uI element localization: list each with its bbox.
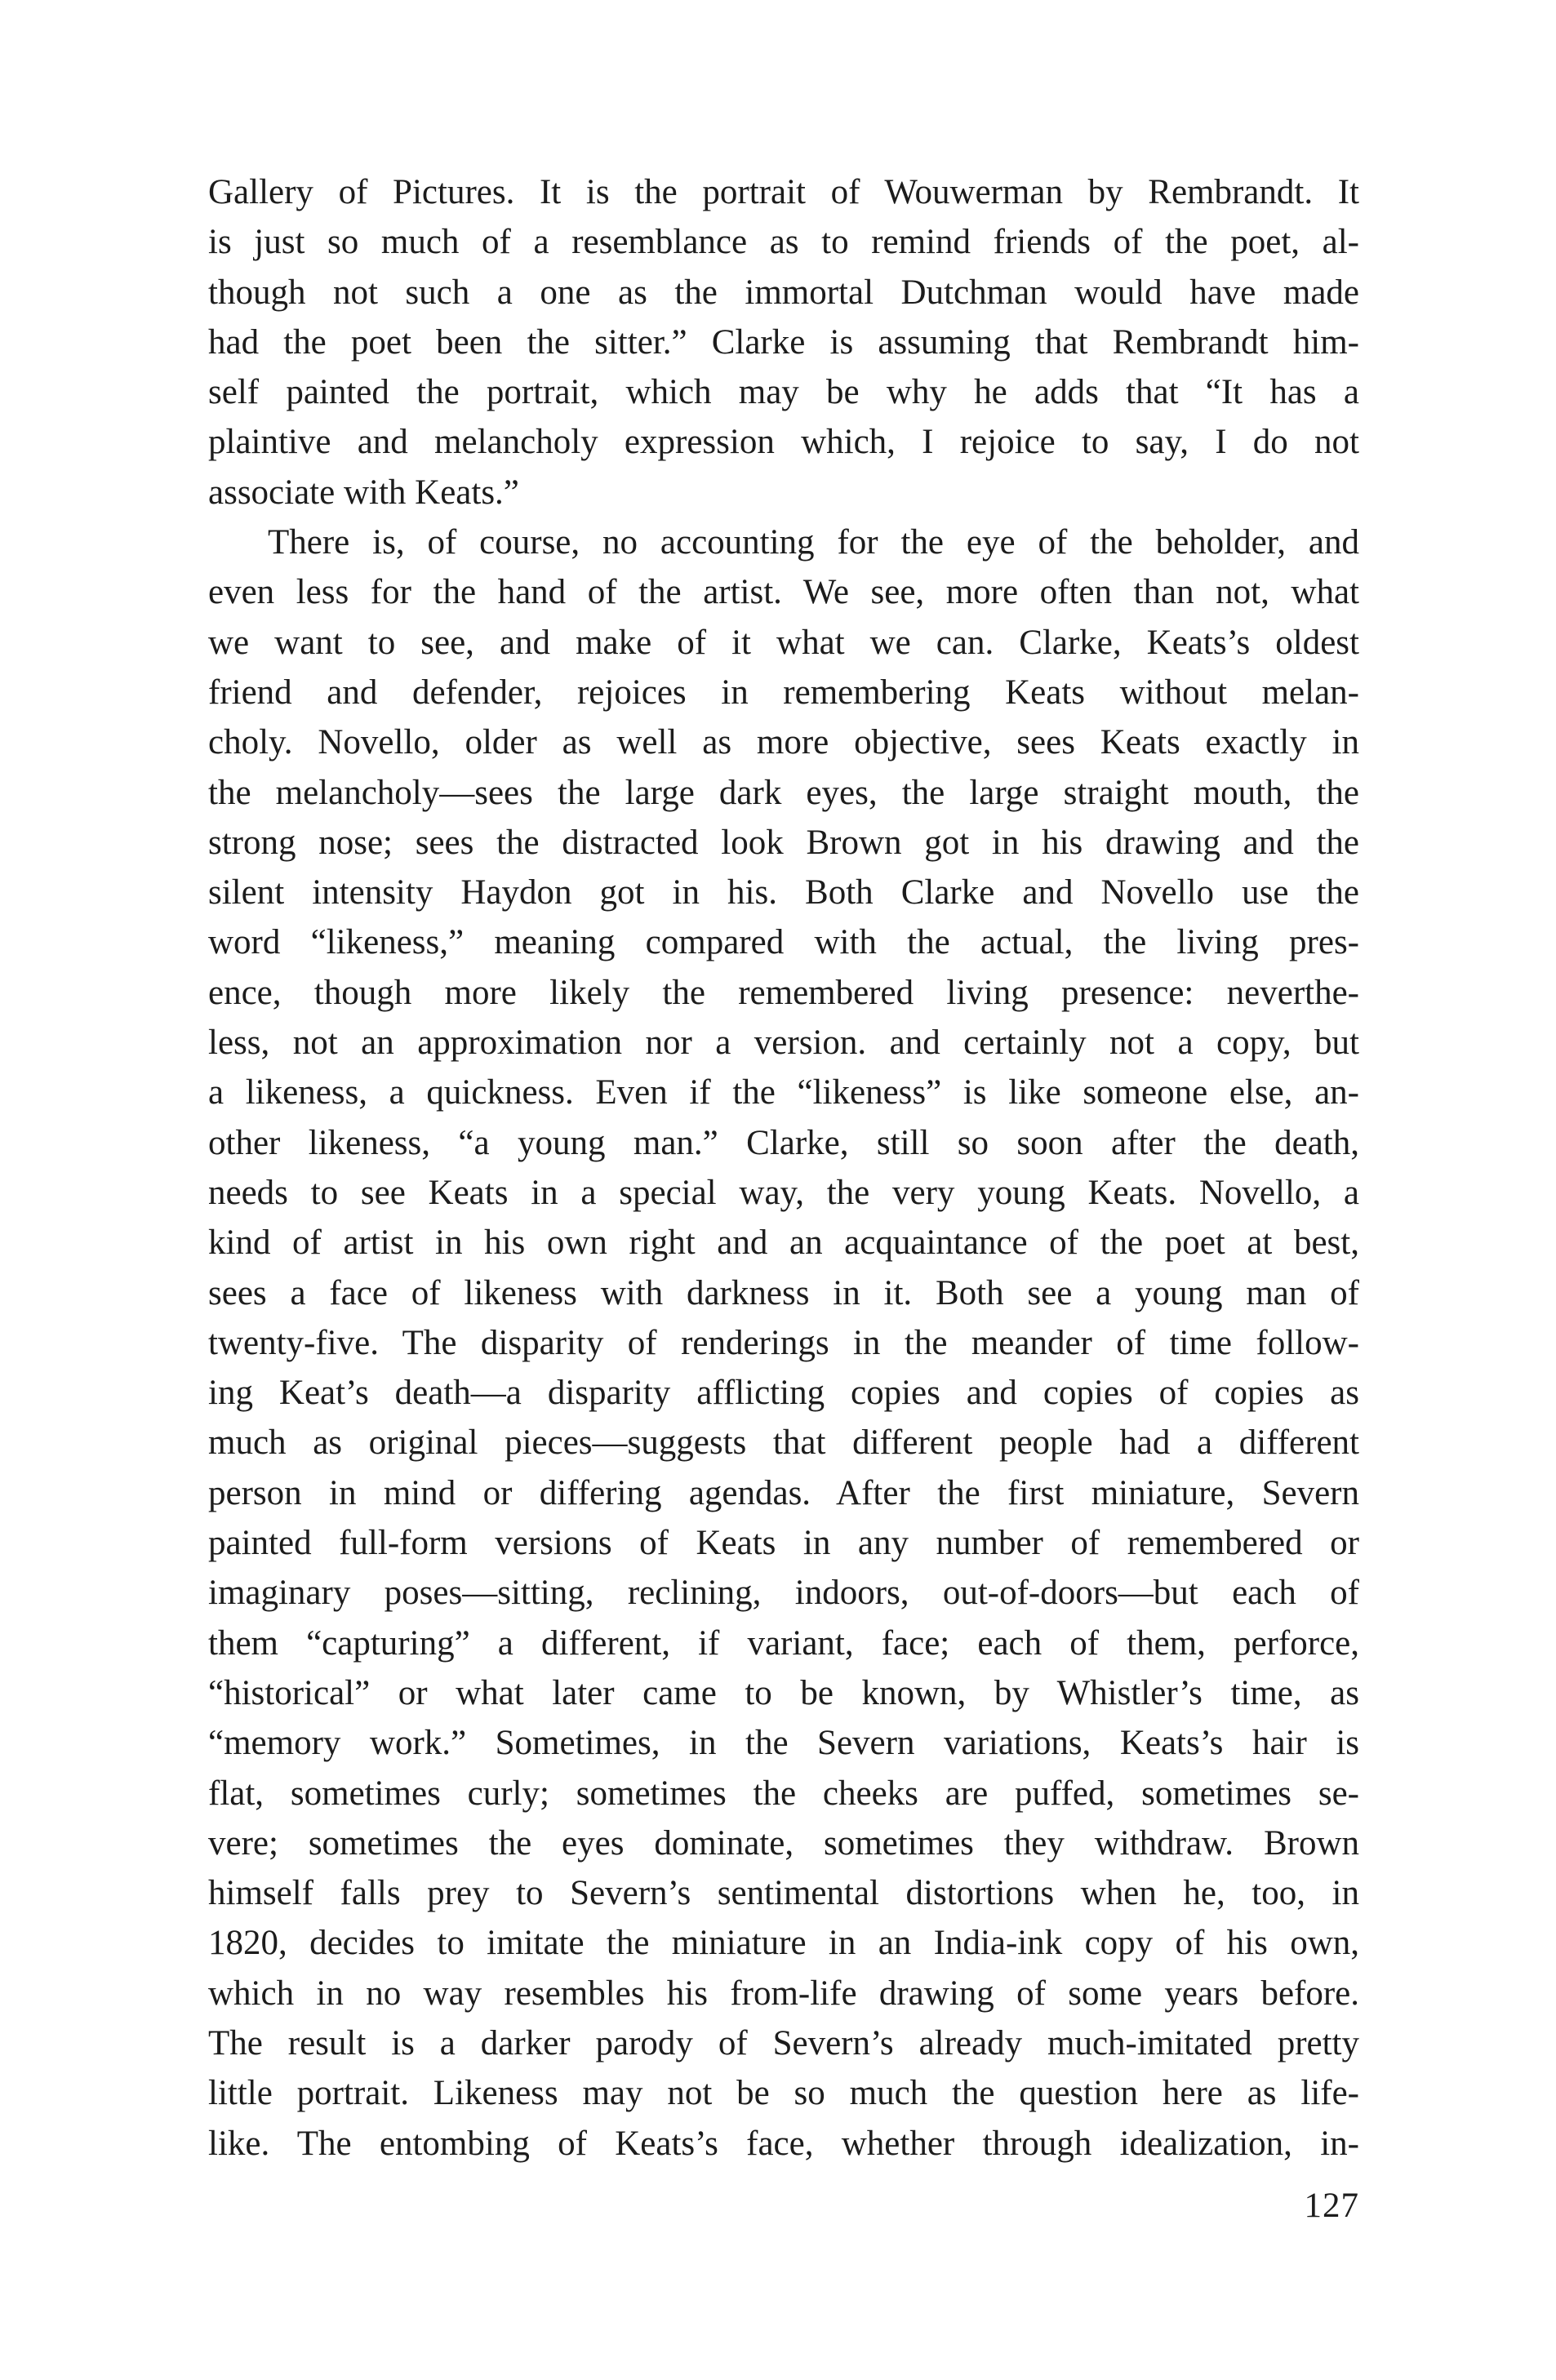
text-line: imaginary poses—sitting, reclining, indoors, out-of-doors—but each of: [208, 1574, 1359, 1613]
text-line: like. The entombing of Keats’s face, whether through idealization, in-: [208, 2124, 1359, 2163]
text-line: The result is a darker parody of Severn’s already much-imitated pretty: [208, 2023, 1359, 2063]
page-number: 127: [1304, 2187, 1359, 2225]
text-line: Gallery of Pictures. It is the portrait of Wouwerman by Rembrandt. It: [208, 173, 1359, 211]
body-text: [208, 167, 1359, 2169]
text-line: kind of artist in his own right and an acquaintance of the poet at best,: [208, 1223, 1359, 1263]
text-line: 1820, decides to imitate the miniature in an India-ink copy of his own,: [208, 1924, 1359, 1963]
text-line: person in mind or differing agendas. After the first miniature, Severn: [208, 1473, 1359, 1512]
text-line: other likeness, “a young man.” Clarke, still so soon after the death,: [208, 1123, 1359, 1162]
text-line: them “capturing” a different, if variant, face; each of them, perforce,: [208, 1623, 1359, 1663]
text-line: ence, though more likely the remembered living presence: neverthe-: [208, 973, 1359, 1012]
text-line: himself falls prey to Severn’s sentimental distortions when he, too, in: [208, 1874, 1359, 1913]
text-line: less, not an approximation nor a version. and certainly not a copy, but: [208, 1023, 1359, 1063]
text-line: sees a face of likeness with darkness in it. Both see a young man of: [208, 1273, 1359, 1312]
text-line: vere; sometimes the eyes dominate, sometimes they withdraw. Brown: [208, 1823, 1359, 1863]
text-line: silent intensity Haydon got in his. Both Clarke and Novello use the: [208, 873, 1359, 912]
text-line: much as original pieces—suggests that different people had a different: [208, 1423, 1359, 1463]
text-line: “memory work.” Sometimes, in the Severn variations, Keats’s hair is: [208, 1724, 1359, 1763]
text-line: needs to see Keats in a special way, the very young Keats. Novello, a: [208, 1173, 1359, 1212]
text-line: even less for the hand of the artist. We see, more often than not, what: [208, 573, 1359, 612]
text-line: plaintive and melancholy expression which, I rejoice to say, I do not: [208, 423, 1359, 462]
text-line: twenty-five. The disparity of renderings in the meander of time follow-: [208, 1323, 1359, 1362]
text-line: self painted the portrait, which may be why he adds that “It has a: [208, 373, 1359, 412]
text-line: had the poet been the sitter.” Clarke is assuming that Rembrandt him-: [208, 322, 1359, 362]
text-line: choly. Novello, older as well as more objective, sees Keats exactly in: [208, 723, 1359, 762]
text-line: which in no way resembles his from-life drawing of some years before.: [208, 1974, 1359, 2013]
text-line: friend and defender, rejoices in remembering Keats without melan-: [208, 673, 1359, 712]
text-line: ing Keat’s death—a disparity afflicting copies and copies of copies as: [208, 1374, 1359, 1413]
text-line: little portrait. Likeness may not be so much the question here as life-: [208, 2074, 1359, 2113]
paragraph-start-line: There is, of course, no accounting for the eye of the beholder, and: [268, 523, 1359, 562]
text-line: word “likeness,” meaning compared with the actual, the living pres-: [208, 923, 1359, 962]
text-line: a likeness, a quickness. Even if the “likeness” is like someone else, an-: [208, 1073, 1359, 1112]
paragraph-end-line: associate with Keats.”: [208, 473, 519, 512]
text-line: “historical” or what later came to be known, by Whistler’s time, as: [208, 1673, 1359, 1712]
text-line: the melancholy—sees the large dark eyes, the large straight mouth, the: [208, 773, 1359, 812]
text-line: flat, sometimes curly; sometimes the cheeks are puffed, sometimes se-: [208, 1774, 1359, 1813]
text-line: we want to see, and make of it what we can. Clarke, Keats’s oldest: [208, 623, 1359, 662]
text-line: painted full-form versions of Keats in any number of remembered or: [208, 1524, 1359, 1563]
text-line: is just so much of a resemblance as to remind friends of the poet, al-: [208, 223, 1359, 262]
text-line: though not such a one as the immortal Dutchman would have made: [208, 273, 1359, 312]
text-line: strong nose; sees the distracted look Brown got in his drawing and the: [208, 823, 1359, 862]
